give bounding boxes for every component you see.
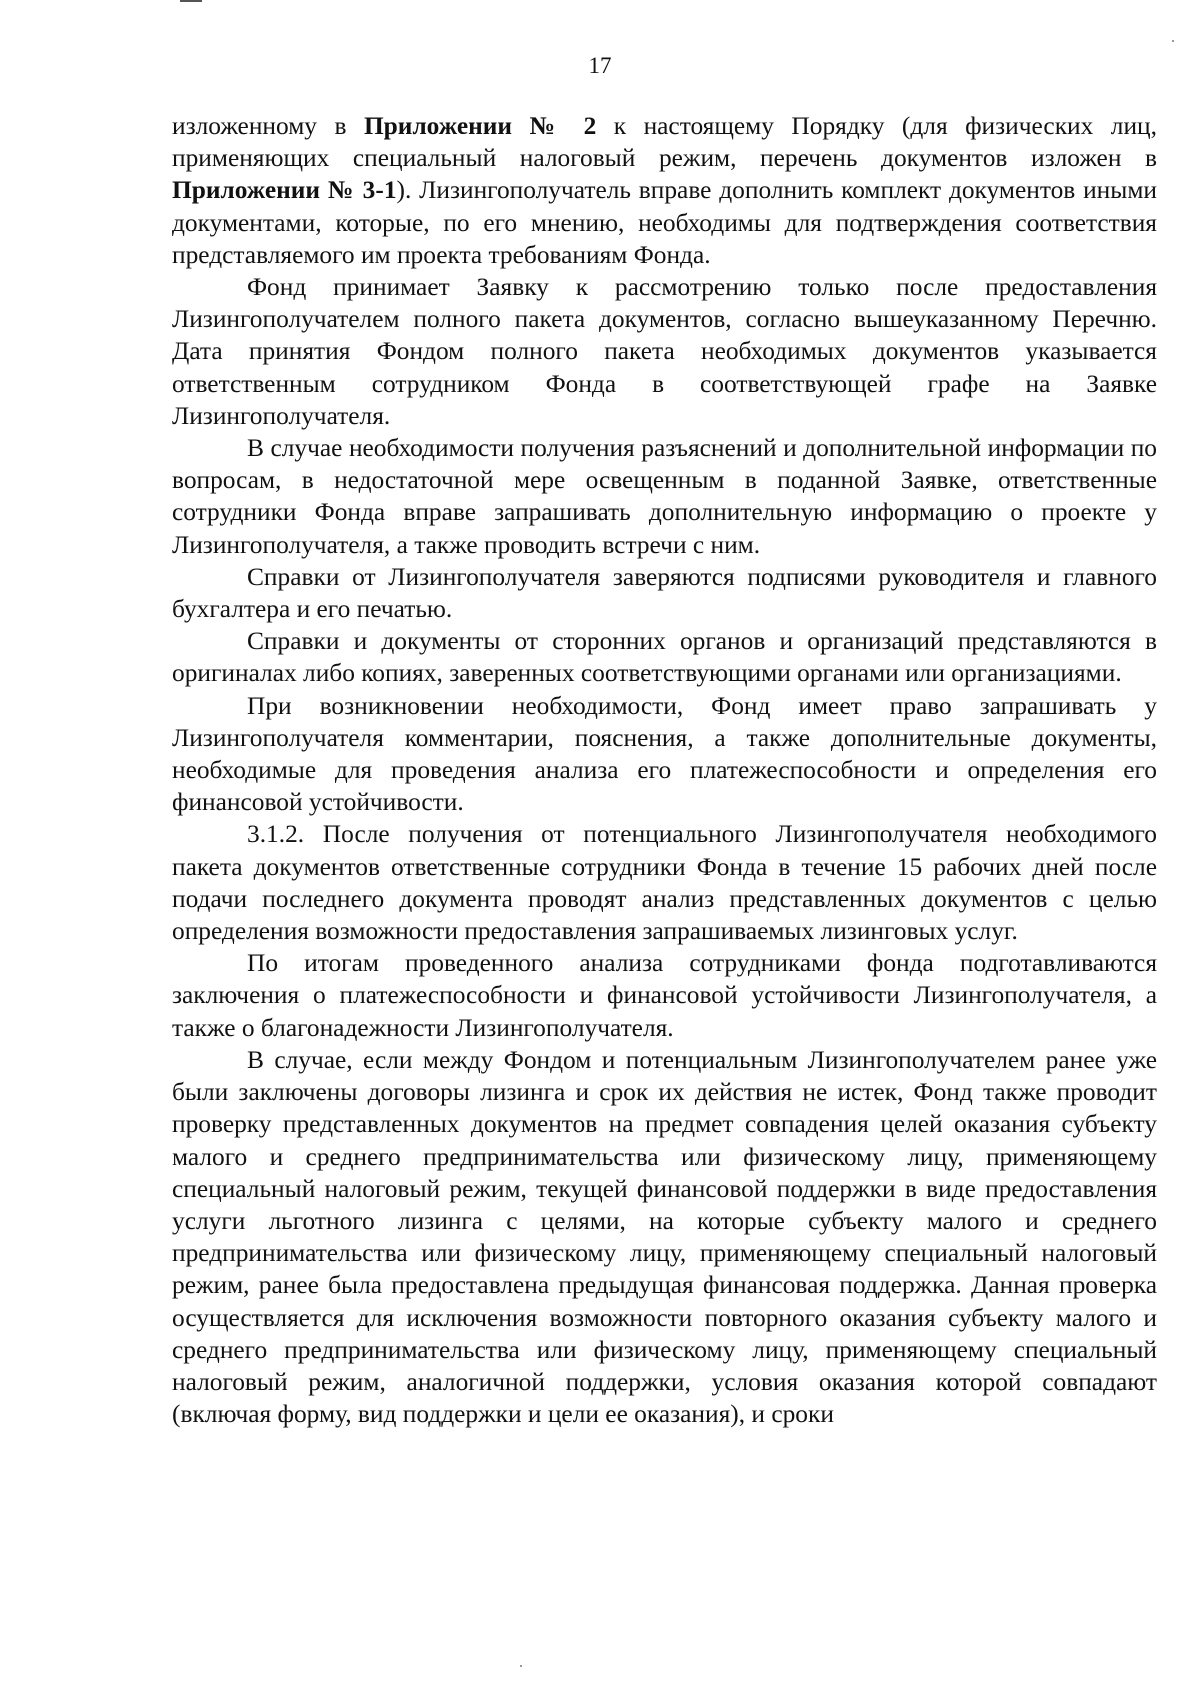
paragraph (172, 1044, 1157, 1430)
paragraph (172, 561, 1157, 625)
text-run: к настоящему Порядку (для физических лиц, применяющих специальный налоговый режим, перечень документов изложен в (172, 112, 1157, 173)
paragraph (172, 110, 1157, 271)
text-run: В случае, если между Фондом и потенциальным Лизингополучателем ранее уже были заключены договоры лизинга и срок их действия не истек, Фонд также проводит проверку представленных документов на предмет совпадения целей оказания субъекту малого и среднего предпринимательства или физическому лицу, применяющему специальный налоговый режим, текущей финансовой поддержки в виде предоставления услуги льготного лизинга с целями, на которые субъекту малого и среднего предпринимательства или физическому лицу, применяющему специальный налоговый режим, ранее была предоставлена предыдущая финансовая поддержка. Данная проверка осуществляется для исключения возможности повторного оказания субъекту малого и среднего предпринимательства или физическому лицу, применяющему специальный налоговый режим, аналогичной поддержки, условия оказания которой совпадают (включая форму, вид поддержки и цели ее оказания), и сроки (172, 1045, 1157, 1429)
bold-reference: Приложении № 3-1 (172, 176, 397, 205)
text-run: 3.1.2. После получения от потенциального Лизингополучателя необходимого пакета документов ответственные сотрудники Фонда в течение 15 рабочих дней после подачи последнего документа проводят анализ представленных документов с целью определения возможности предоставления запрашиваемых лизинговых услуг. (172, 820, 1157, 946)
text-run: При возникновении необходимости, Фонд имеет право запрашивать у Лизингополучателя комментарии, пояснения, а также дополнительные документы, необходимые для проведения анализа его платежеспособности и определения его финансовой устойчивости. (172, 691, 1157, 817)
text-run: изложенному в (172, 112, 364, 140)
paragraph (172, 818, 1157, 947)
page-number: 17 (588, 53, 612, 78)
paragraph (172, 947, 1157, 1044)
document-body (172, 110, 1157, 1430)
scan-mark (180, 0, 202, 2)
paragraph (172, 432, 1157, 561)
scan-dot (520, 1665, 522, 1667)
text-run: В случае необходимости получения разъяснений и дополнительной информации по вопросам, в недостаточной мере освещенным в поданной Заявке, ответственные сотрудники Фонда вправе запрашивать дополнительную информацию о проекте у Лизингополучателя, а также проводить встречи с ним. (172, 434, 1157, 559)
paragraph (172, 625, 1157, 689)
paragraph (172, 271, 1157, 432)
text-run: Справки и документы от сторонних органов и организаций представляются в оригиналах либо копиях, заверенных соответствующими органами или организациями. (172, 627, 1157, 688)
text-run: Фонд принимает Заявку к рассмотрению только после предоставления Лизингополучателем полного пакета документов, согласно вышеуказанному Перечню. Дата принятия Фондом полного пакета необходимых документов указывается ответственным сотрудником Фонда в соответствующей графе на Заявке Лизингополучателя. (172, 273, 1157, 430)
text-run: По итогам проведенного анализа сотрудниками фонда подготавливаются заключения о платежеспособности и финансовой устойчивости Лизингополучателя, а также о благонадежности Лизингополучателя. (172, 949, 1157, 1042)
paragraph (172, 690, 1157, 819)
bold-reference: Приложении № 2 (363, 112, 597, 140)
text-run: ). Лизингополучатель вправе дополнить комплект документов иными документами, которые, по его мнению, необходимы для подтверждения соответствия представляемого им проекта требованиям Фонда. (172, 176, 1157, 269)
scan-dot (1172, 40, 1174, 42)
text-run: Справки от Лизингополучателя заверяются подписями руководителя и главного бухгалтера и его печатью. (172, 562, 1157, 624)
